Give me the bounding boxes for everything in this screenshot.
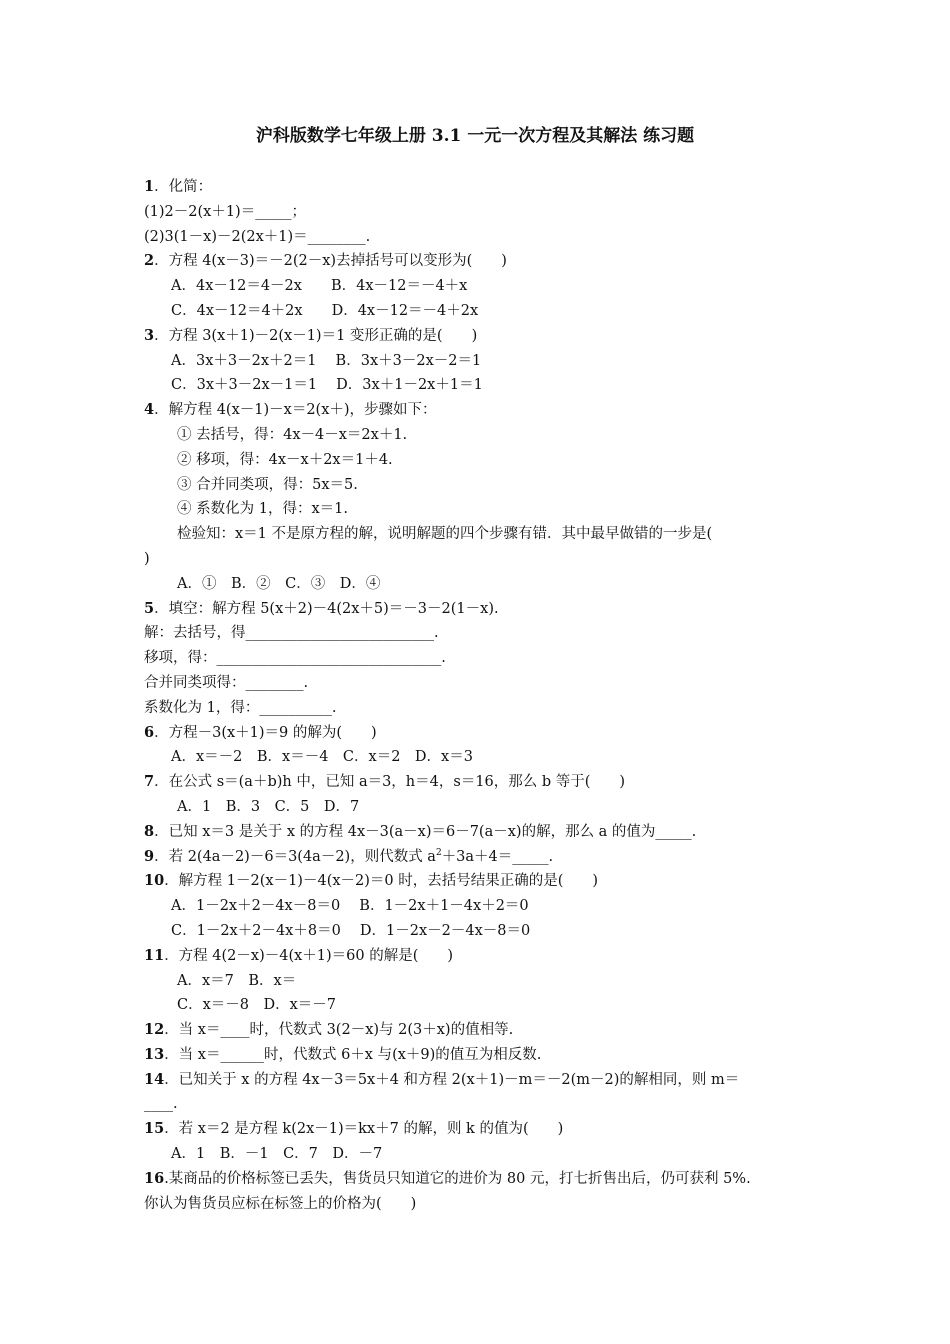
question-10 — [144, 869, 814, 894]
question-2-options-cd — [144, 299, 814, 324]
question-text: ．方程 3(x＋1)－2(x－1)＝1 变形正确的是( ) — [154, 327, 478, 344]
question-7-options — [144, 795, 814, 820]
step-text: 系数化为 1，得：__________. — [144, 699, 337, 716]
question-number: 4 — [144, 401, 155, 419]
question-9 — [144, 845, 814, 870]
step-text: 移项，得：_______________________________. — [144, 650, 446, 667]
options-text: C．4x－12＝4＋2x D．4x－12＝－4＋2x — [171, 302, 479, 319]
question-5-step-3 — [144, 671, 814, 696]
question-5-step-4 — [144, 696, 814, 721]
line-text: (1)2－2(x＋1)＝_____； — [144, 203, 306, 220]
step-text: ③ 合并同类项，得：5x＝5. — [177, 476, 358, 493]
question-text-end: ____. — [144, 1096, 178, 1113]
question-text: ．已知 x＝3 是关于 x 的方程 4x－3(a－x)＝6－7(a－x)的解，那么 a 的值为_____. — [154, 823, 697, 840]
question-11 — [144, 944, 814, 969]
question-4-step-3 — [144, 473, 814, 498]
question-2-options-ab — [144, 274, 814, 299]
options-text: A．1 B．－1 C．7 D．－7 — [171, 1146, 383, 1163]
question-15-options — [144, 1142, 814, 1167]
question-14-end — [144, 1092, 814, 1117]
question-5-step-1 — [144, 621, 814, 646]
question-number: 7 — [144, 773, 155, 791]
question-6-options — [144, 745, 814, 770]
question-number: 8 — [144, 822, 155, 840]
options-text: A．1 B．3 C．5 D．7 — [177, 798, 360, 815]
question-number: 6 — [144, 723, 155, 741]
options-text: A．① B．② C．③ D．④ — [177, 575, 381, 592]
question-10-options-cd — [144, 919, 814, 944]
document-title: 沪科版数学七年级上册 3.1 一元一次方程及其解法 练习题 — [255, 126, 695, 146]
question-text: ．方程 4(2－x)－4(x＋1)＝60 的解是( ) — [164, 947, 454, 964]
question-4-check-end — [144, 547, 814, 572]
question-number: 12 — [144, 1021, 165, 1039]
question-number: 9 — [144, 847, 155, 865]
options-text: C．1－2x＋2－4x＋8＝0 D．1－2x－2－4x－8＝0 — [171, 922, 531, 939]
question-3-options-cd — [144, 373, 814, 398]
step-text: 解：去括号，得__________________________. — [144, 625, 439, 642]
options-text: A．4x－12＝4－2x B．4x－12＝－4＋x — [171, 278, 468, 295]
question-15 — [144, 1117, 814, 1142]
question-6 — [144, 721, 814, 746]
options-text: C．3x＋3－2x－1＝1 D．3x＋1－2x＋1＝1 — [171, 377, 483, 394]
check-text: 检验知：x＝1 不是原方程的解，说明解题的四个步骤有错．其中最早做错的一步是( — [177, 526, 713, 543]
line-text: (2)3(1－x)－2(2x＋1)＝________. — [144, 228, 371, 245]
superscript: 2 — [435, 847, 442, 858]
question-11-options-ab — [144, 969, 814, 994]
question-number: 11 — [144, 946, 165, 964]
options-text: A．x＝－2 B．x＝－4 C．x＝2 D．x＝3 — [171, 749, 473, 766]
question-number: 16 — [144, 1169, 165, 1187]
question-text: ．在公式 s＝(a＋b)h 中，已知 a＝3，h＝4，s＝16，那么 b 等于( ) — [154, 774, 626, 791]
question-3 — [144, 324, 814, 349]
options-text: A．1－2x＋2－4x－8＝0 B．1－2x＋1－4x＋2＝0 — [171, 898, 529, 915]
question-4 — [144, 398, 814, 423]
question-number: 3 — [144, 326, 155, 344]
question-4-step-1 — [144, 423, 814, 448]
question-4-step-2 — [144, 448, 814, 473]
question-2 — [144, 249, 814, 274]
question-1-part-2 — [144, 225, 814, 250]
question-text: ．方程－3(x＋1)＝9 的解为( ) — [154, 724, 377, 741]
question-text: ．方程 4(x－3)＝－2(2－x)去掉括号可以变形为( ) — [154, 253, 507, 270]
question-number: 5 — [144, 599, 155, 617]
question-text: .某商品的价格标签已丢失，售货员只知道它的进价为 80 元，打七折售出后，仍可获利 5%. — [164, 1170, 751, 1187]
step-text: 合并同类项得：________. — [144, 674, 309, 691]
question-4-step-4 — [144, 497, 814, 522]
question-text: ．化简： — [154, 179, 213, 195]
options-text: C．x＝－8 D．x＝－7 — [177, 997, 337, 1014]
options-text: A．x＝7 B．x＝ — [177, 972, 297, 989]
question-text-end: 你认为售货员应标在标签上的价格为( ) — [144, 1195, 417, 1212]
step-text: ① 去括号，得：4x－4－x＝2x＋1. — [177, 426, 408, 443]
question-7 — [144, 770, 814, 795]
question-text: ．当 x＝______时，代数式 6＋x 与(x＋9)的值互为相反数. — [164, 1046, 542, 1063]
question-1 — [144, 175, 814, 200]
question-14 — [144, 1068, 814, 1093]
question-text-end: ＋3a＋4＝_____. — [441, 848, 554, 865]
question-11-options-cd — [144, 993, 814, 1018]
question-4-check — [144, 522, 814, 547]
check-text: ) — [144, 550, 150, 567]
step-text: ② 移项，得：4x－x＋2x＝1＋4. — [177, 451, 393, 468]
step-text: ④ 系数化为 1，得：x＝1. — [177, 501, 348, 518]
question-text: ．填空：解方程 5(x＋2)－4(2x＋5)＝－3－2(1－x). — [154, 600, 499, 617]
question-text: ．已知关于 x 的方程 4x－3＝5x＋4 和方程 2(x＋1)－m＝－2(m－2)的解相同，则 m＝ — [164, 1071, 740, 1088]
question-number: 15 — [144, 1120, 165, 1138]
question-16-end — [144, 1192, 814, 1217]
question-13 — [144, 1043, 814, 1068]
question-text: ．解方程 1－2(x－1)－4(x－2)＝0 时，去括号结果正确的是( ) — [164, 873, 599, 890]
question-3-options-ab — [144, 349, 814, 374]
question-number: 13 — [144, 1045, 165, 1063]
options-text: A．3x＋3－2x＋2＝1 B．3x＋3－2x－2＝1 — [171, 352, 482, 369]
question-text: ．当 x＝____时，代数式 3(2－x)与 2(3＋x)的值相等. — [164, 1022, 514, 1039]
question-5 — [144, 597, 814, 622]
question-8 — [144, 820, 814, 845]
question-10-options-ab — [144, 894, 814, 919]
question-number: 2 — [144, 252, 155, 270]
question-1-part-1 — [144, 200, 814, 225]
question-text: ．解方程 4(x－1)－x＝2(x＋)，步骤如下： — [154, 402, 437, 419]
question-4-options — [144, 572, 814, 597]
question-number: 10 — [144, 872, 165, 890]
question-12 — [144, 1018, 814, 1043]
question-5-step-2 — [144, 646, 814, 671]
exercise-list — [144, 175, 814, 1216]
question-number: 1 — [144, 178, 155, 195]
question-text: ．若 2(4a－2)－6＝3(4a－2)，则代数式 a — [154, 848, 436, 865]
question-16 — [144, 1167, 814, 1192]
question-number: 14 — [144, 1070, 165, 1088]
question-text: ．若 x＝2 是方程 k(2x－1)＝kx＋7 的解，则 k 的值为( ) — [164, 1121, 564, 1138]
